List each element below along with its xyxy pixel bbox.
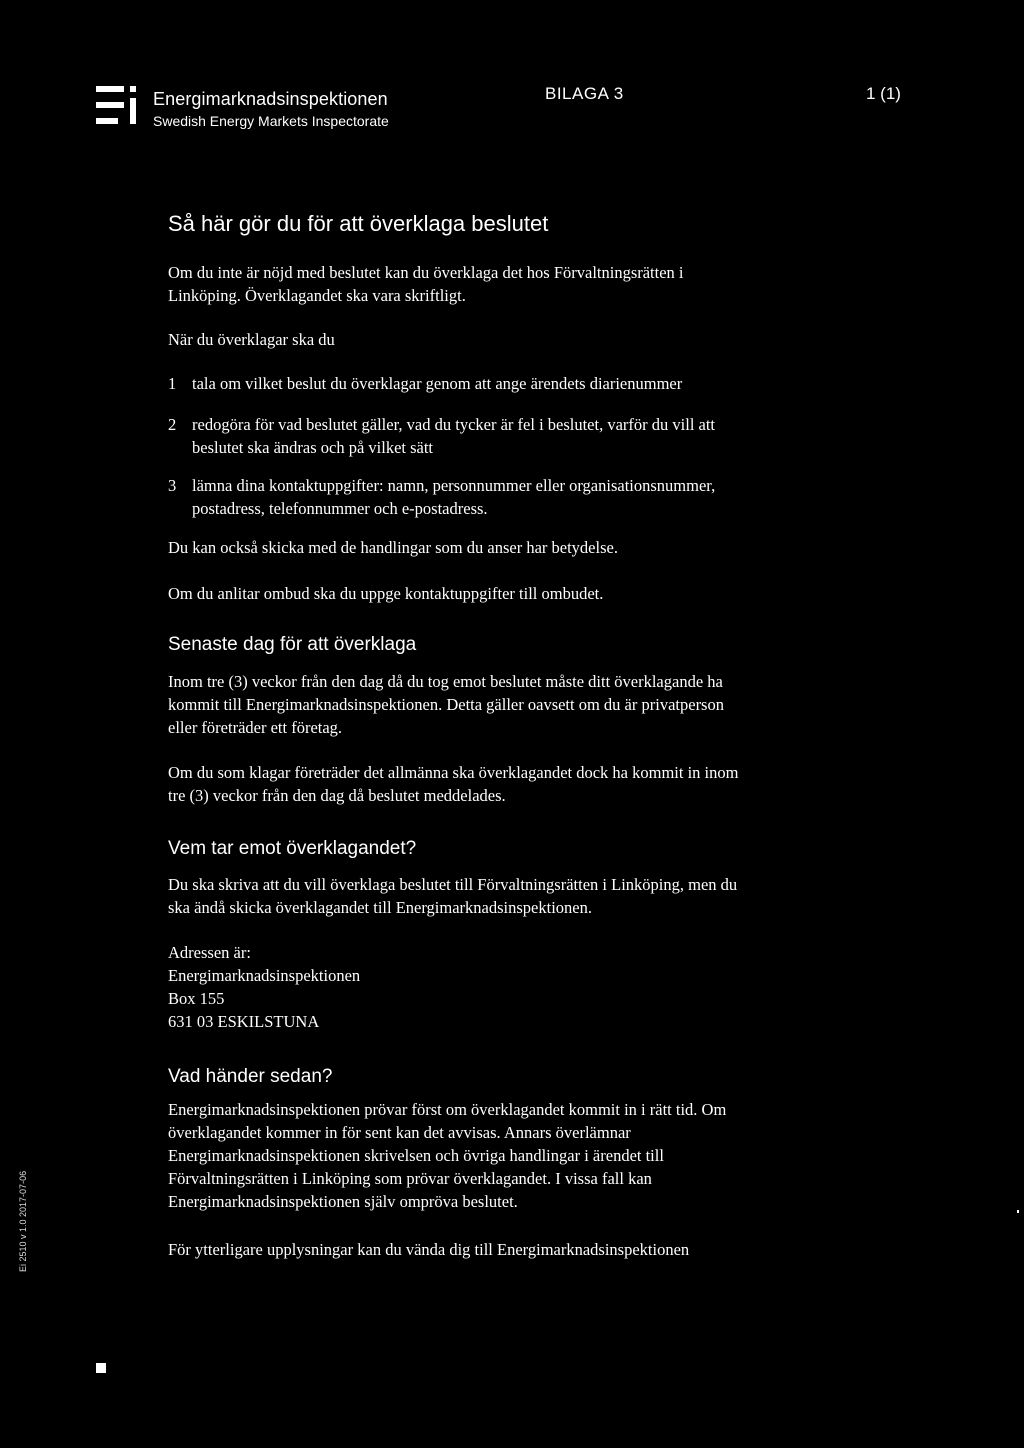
step-number: 1 [168, 374, 177, 393]
deadline-paragraph [168, 670, 724, 739]
deadline-heading: Senaste dag för att överklaga [168, 634, 417, 655]
bullet-square-icon [96, 1363, 106, 1373]
text-line: Energimarknadsinspektionen själv ompröva beslutet. [168, 1192, 518, 1211]
text-line: Energimarknadsinspektionen prövar först om överklagandet kommit in i rätt tid. Om [168, 1100, 727, 1119]
text-line: eller företräder ett företag. [168, 718, 343, 737]
text-line: Om du som klagar företräder det allmänna ska överklagandet dock ha kommit in inom [168, 763, 739, 782]
form-code: Ei 2510 v 1.0 2017-07-06 [18, 1170, 28, 1272]
org-name-english: Swedish Energy Markets Inspectorate [153, 113, 389, 129]
text-line: postadress, telefonnummer och e-postadress. [192, 499, 488, 518]
page-number: 1 (1) [866, 84, 901, 103]
step-text [192, 413, 715, 459]
next-steps-paragraph [168, 1098, 726, 1213]
text-line: kommit till Energimarknadsinspektionen. Detta gäller oavsett om du är privatperson [168, 695, 724, 714]
more-info-line: För ytterligare upplysningar kan du vända dig till Energimarknadsinspektionen [168, 1240, 690, 1259]
next-steps-heading: Vad händer sedan? [168, 1066, 333, 1087]
address-line: Energimarknadsinspektionen [168, 966, 361, 985]
text-line: överklagandet kommer in för sent kan det avvisas. Annars överlämnar [168, 1123, 631, 1142]
text-line: Om du inte är nöjd med beslutet kan du överklaga det hos Förvaltningsrätten i [168, 263, 684, 282]
text-line: tala om vilket beslut du överklagar genom att ange ärendets diarienummer [192, 374, 683, 393]
text-line: lämna dina kontaktuppgifter: namn, personnummer eller organisationsnummer, [192, 476, 716, 495]
scan-mark [1017, 1210, 1019, 1213]
step-text [192, 474, 715, 520]
text-line: Energimarknadsinspektionen skrivelsen och övriga handlingar i ärendet till [168, 1146, 664, 1165]
representative-note: Om du anlitar ombud ska du uppge kontaktuppgifter till ombudet. [168, 584, 604, 603]
ei-logo-icon [96, 84, 148, 126]
org-name: Energimarknadsinspektionen [153, 89, 388, 109]
text-line: Du ska skriva att du vill överklaga beslutet till Förvaltningsrätten i Linköping, men du [168, 875, 738, 894]
attachment-label: BILAGA 3 [545, 84, 624, 103]
step-number: 2 [168, 415, 177, 434]
text-line: Förvaltningsrätten i Linköping som prövar överklagandet. I vissa fall kan [168, 1169, 652, 1188]
address-line: 631 03 ESKILSTUNA [168, 1012, 320, 1031]
recipient-heading: Vem tar emot överklagandet? [168, 838, 417, 859]
address-line: Box 155 [168, 989, 225, 1008]
appeal-heading: Så här gör du för att överklaga beslutet [168, 211, 549, 236]
text-line: beslutet ska ändras och på vilket sätt [192, 438, 434, 457]
recipient-paragraph [168, 873, 737, 919]
text-line: tre (3) veckor från den dag då beslutet meddelades. [168, 786, 506, 805]
appeal-intro [168, 261, 684, 307]
text-line: redogöra för vad beslutet gäller, vad du tycker är fel i beslutet, varför du vill att [192, 415, 716, 434]
text-line: Inom tre (3) veckor från den dag då du tog emot beslutet måste ditt överklagande ha [168, 672, 723, 691]
appeal-lead: När du överklagar ska du [168, 330, 335, 349]
public-deadline-paragraph [168, 761, 738, 807]
address-block [168, 941, 360, 1033]
text-line: ska ändå skicka överklagandet till Energimarknadsinspektionen. [168, 898, 592, 917]
step-text [192, 372, 682, 395]
documents-note: Du kan också skicka med de handlingar som du anser har betydelse. [168, 538, 618, 557]
step-number: 3 [168, 476, 177, 495]
text-line: Linköping. Överklagandet ska vara skriftligt. [168, 286, 466, 305]
address-label: Adressen är: [168, 943, 251, 962]
